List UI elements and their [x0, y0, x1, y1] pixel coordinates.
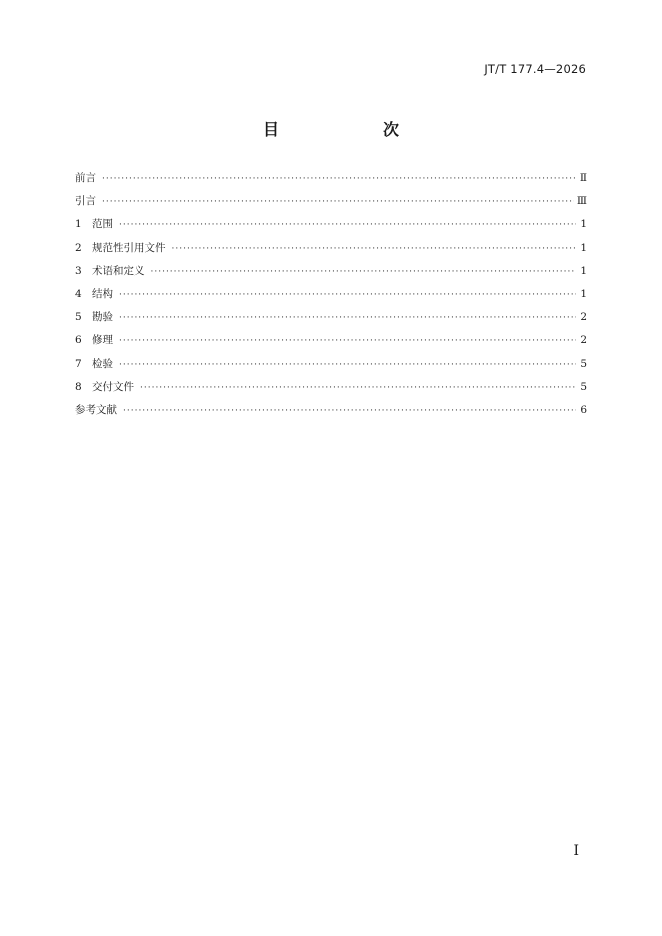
- toc-page-number: 2: [580, 334, 587, 347]
- toc-page-number: 1: [580, 287, 587, 300]
- toc-page-number: Ⅱ: [579, 172, 587, 184]
- toc-leader-dots: [102, 174, 576, 184]
- toc-label: 引言: [75, 195, 96, 208]
- toc-entry-repair[interactable]: [75, 332, 587, 355]
- toc-page-number: 1: [580, 218, 587, 231]
- toc-leader-dots: [119, 313, 576, 323]
- toc-leader-dots: [151, 267, 577, 277]
- toc-entry-normative-references[interactable]: [75, 240, 587, 263]
- toc-entry-foreword[interactable]: [75, 170, 587, 193]
- toc-entry-scope[interactable]: [75, 216, 587, 239]
- toc-leader-dots: [172, 244, 577, 254]
- toc-page-number: 5: [580, 380, 587, 393]
- toc-section-number: 6: [75, 334, 82, 347]
- toc-label: 交付文件: [92, 380, 134, 393]
- toc-section-number: 5: [75, 311, 82, 324]
- table-of-contents: [75, 170, 587, 425]
- toc-entry-terms-definitions[interactable]: [75, 263, 587, 286]
- toc-label: 参考文献: [75, 403, 117, 416]
- toc-section-number: 1: [75, 218, 82, 231]
- toc-entry-bibliography[interactable]: [75, 402, 587, 425]
- page-number: Ⅰ: [573, 843, 579, 859]
- toc-label: 规范性引用文件: [92, 241, 166, 254]
- toc-entry-survey[interactable]: [75, 309, 587, 332]
- toc-leader-dots: [119, 290, 576, 300]
- toc-page-number: 1: [580, 264, 587, 277]
- toc-section-number: 2: [75, 241, 82, 254]
- toc-page-number: 1: [580, 241, 587, 254]
- toc-label: 勘验: [92, 311, 113, 324]
- toc-label: 结构: [92, 287, 113, 300]
- toc-label: 检验: [92, 357, 113, 370]
- toc-page-number: 5: [580, 357, 587, 370]
- toc-leader-dots: [119, 336, 576, 346]
- toc-page-number: Ⅲ: [576, 195, 587, 208]
- toc-leader-dots: [119, 220, 576, 230]
- toc-entry-delivery-documents[interactable]: [75, 379, 587, 402]
- toc-section-number: 7: [75, 357, 82, 370]
- toc-page-number: 2: [580, 311, 587, 324]
- toc-entry-introduction[interactable]: [75, 193, 587, 216]
- toc-entry-inspection[interactable]: [75, 356, 587, 379]
- toc-title: 目 次: [262, 120, 443, 139]
- toc-leader-dots: [119, 360, 576, 370]
- toc-page-number: 6: [580, 403, 587, 416]
- toc-leader-dots: [102, 197, 574, 207]
- toc-leader-dots: [123, 406, 576, 416]
- document-code: JT/T 177.4—2026: [484, 62, 586, 76]
- toc-label: 修理: [92, 334, 113, 347]
- toc-label: 前言: [75, 172, 96, 184]
- toc-label: 术语和定义: [92, 264, 145, 277]
- toc-section-number: 4: [75, 287, 82, 300]
- toc-section-number: 8: [75, 380, 82, 393]
- toc-label: 范围: [92, 218, 113, 231]
- toc-entry-structure[interactable]: [75, 286, 587, 309]
- toc-leader-dots: [140, 383, 576, 393]
- toc-section-number: 3: [75, 264, 82, 277]
